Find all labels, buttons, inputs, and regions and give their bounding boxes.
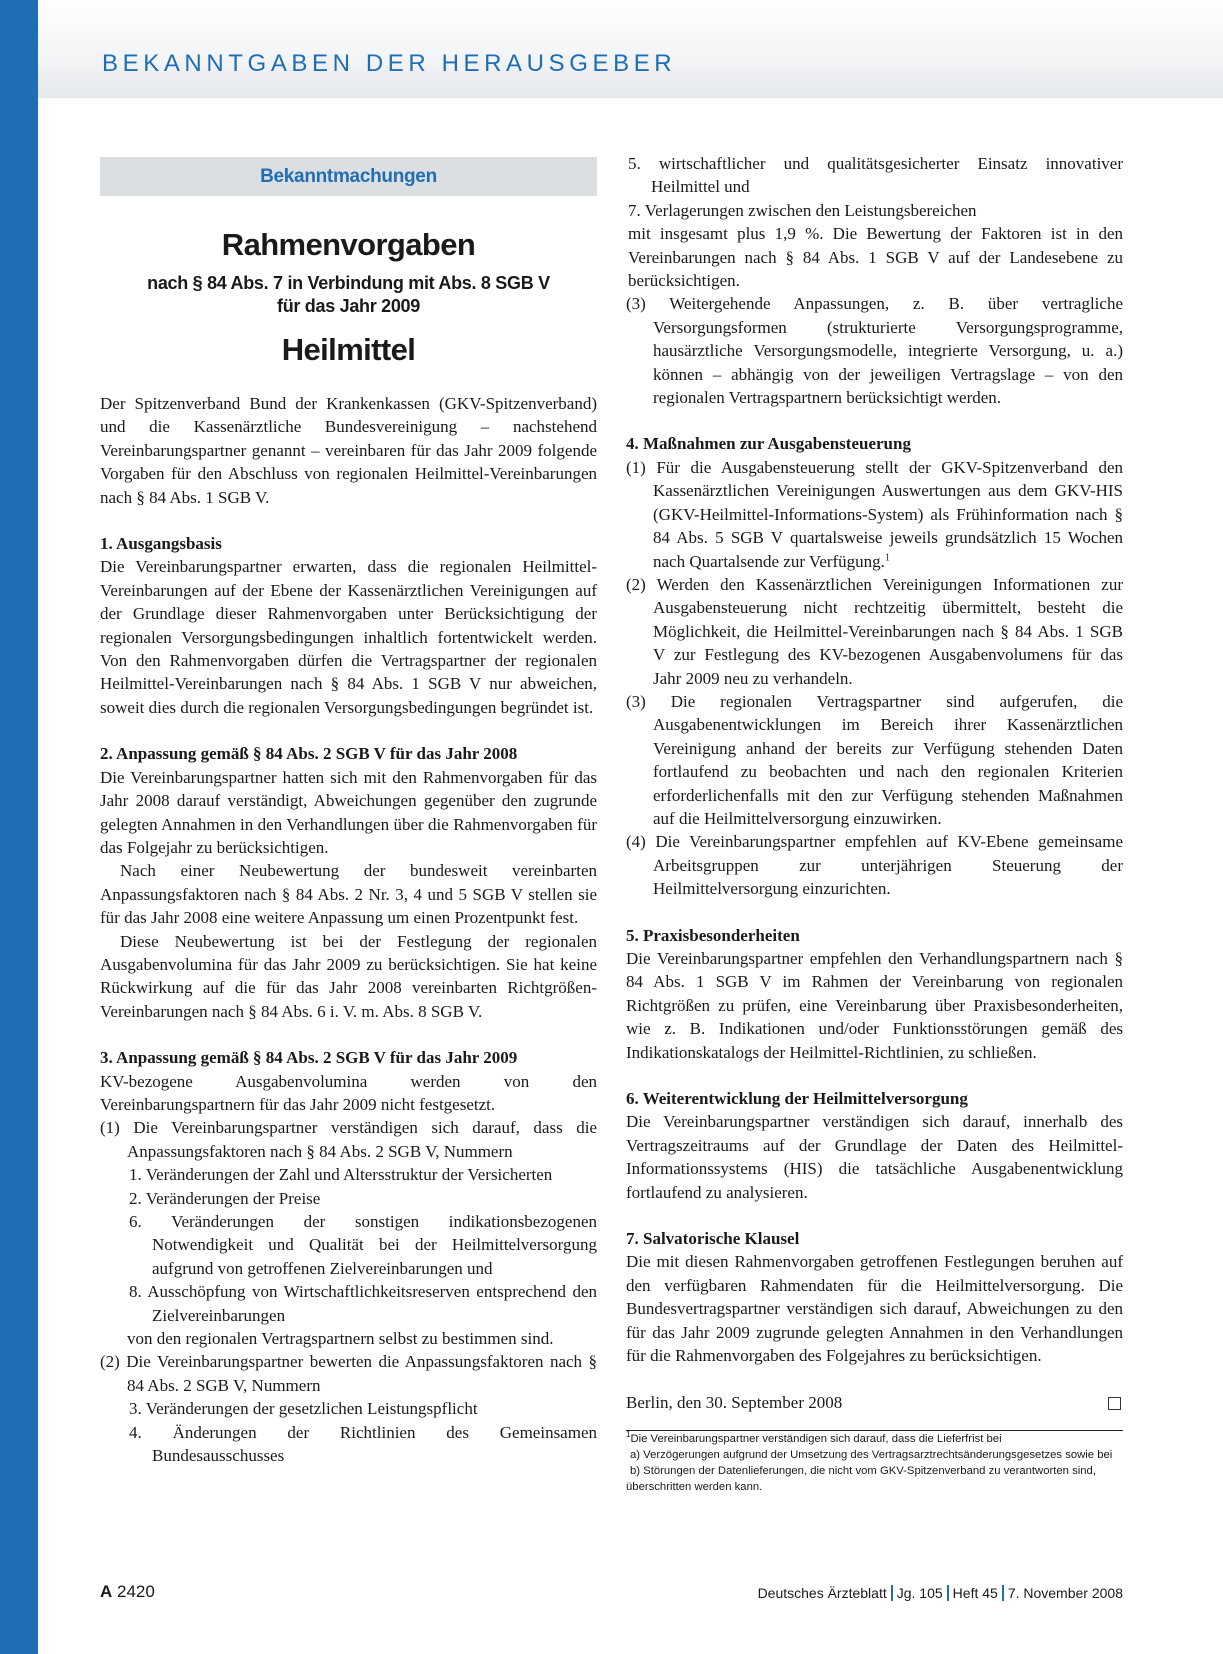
footer-divider: [1002, 1585, 1004, 1601]
section-3-item-2-sub: 3. Veränderungen der gesetzlichen Leistungspflicht: [129, 1399, 478, 1419]
section-1: [100, 532, 597, 719]
section-2-paragraph-1: Die Vereinbarungspartner hatten sich mit den Rahmenvorgaben für das Jahr 2008 darauf verständigt, Abweichungen gegenüber den zugrunde gelegten Annahmen in den Verhandlungen über die Rahmenvorgaben für das Folgejahr zu berücksichtigen.: [100, 767, 597, 857]
section-4: [626, 432, 1123, 900]
title-main: Rahmenvorgaben: [221, 227, 476, 262]
section-2-paragraph-3: Diese Neubewertung ist bei der Festlegung der regionalen Ausgabenvolumina für das Jahr 2009 zu berücksichtigen. Sie hat keine Rückwirkung auf die für das Jahr 2008 vereinbarten Richtgrößen-Vereinbarungen nach § 84 Abs. 6 i. V. m. Abs. 8 SGB V.: [100, 931, 597, 1021]
footnote-line-2: a) Verzögerungen aufgrund der Umsetzung des Vertragsarztrechtsänderungsgesetzes sowie bei: [630, 1448, 1113, 1461]
section-7: [626, 1227, 1123, 1367]
footnote-text: Die Vereinbarungspartner verständigen sich darauf, dass die Lieferfrist bei: [630, 1432, 1002, 1445]
section-3-item-2-sub: 5. wirtschaftlicher und qualitätsgesicherter Einsatz innovativer Heilmittel und: [628, 154, 1123, 197]
section-2: [100, 742, 597, 1023]
page-number-value: 2420: [117, 1582, 155, 1601]
right-column: [626, 152, 1123, 1495]
journal-date: 7. November 2008: [1007, 1585, 1123, 1601]
section-4-item-4: (4) Die Vereinbarungspartner empfehlen auf KV-Ebene gemeinsame Arbeitsgruppen zur unterjährigen Steuerung der Heilmittelversorgung einzurichten.: [626, 832, 1123, 899]
section-6-paragraph: Die Vereinbarungspartner verständigen sich darauf, innerhalb des Vertragszeitraums auf der Grundlage der Daten des Heilmittel-Informationssystems (HIS) die tatsächliche Ausgabenentwicklung fortlaufend zu analysieren.: [626, 1112, 1123, 1202]
section-3-item-2-tail: mit insgesamt plus 1,9 %. Die Bewertung der Faktoren ist in den Vereinbarungen nach § 84 Abs. 1 SGB V auf der Landesebene zu berücksichtigen.: [628, 224, 1123, 291]
signoff: [626, 1391, 1123, 1414]
category-bar: Bekanntmachungen: [100, 157, 597, 196]
section-1-paragraph: Die Vereinbarungspartner erwarten, dass die regionalen Heilmittel-Vereinbarungen auf der Ebene der Kassenärztlichen Vereinigungen auf der Grundlage dieser Rahmenvorgaben unter Berücksichtigung der regionalen Versorgungsbedingungen inhaltlich fortentwickelt werden. Von den Rahmenvorgaben dürfen die Vertragspartner der regionalen Heilmittel-Vereinbarungen nach § 84 Abs. 1 SGB V nur abweichen, soweit dies durch die regionalen Versorgungsbedingungen begründet ist.: [100, 557, 597, 717]
title-subtitle-2: für das Jahr 2009: [277, 296, 420, 316]
journal-issue: Heft 45: [952, 1585, 998, 1601]
section-7-heading: 7. Salvatorische Klausel: [626, 1229, 800, 1249]
section-4-item-2: (2) Werden den Kassenärztlichen Vereinigungen Informationen zur Ausgabensteuerung nicht rechtzeitig übermittelt, besteht die Möglichkeit, die Heilmittel-Vereinbarungen nach § 84 Abs. 1 SGB V zur Festlegung des KV-bezogenen Ausgabenvolumens für das Jahr 2009 neu zu verhandeln.: [626, 574, 1123, 688]
section-4-item-1: [626, 456, 1123, 573]
section-4-item-3: (3) Die regionalen Vertragspartner sind aufgerufen, die Ausgabenentwicklungen im Bereich ihrer Kassenärztlichen Vereinigung anhand der bereits zur Verfügung stehenden Daten fortlaufend zu beobachten und nach den regionalen Kriterien erforderlichenfalls mit den zur Verfügung stehenden Maßnahmen auf die Heilmittelversorgung einzuwirken.: [626, 691, 1123, 828]
section-3-item-1-sub: 6. Veränderungen der sonstigen indikationsbezogenen Notwendigkeit und Qualität bei der Heilmittelversorgung aufgrund von getroffenen Zielvereinbarungen und: [129, 1212, 597, 1278]
left-accent-bar: [0, 0, 38, 1654]
footnote-line-4: überschritten werden kann.: [626, 1480, 763, 1493]
section-3-paragraph: KV-bezogene Ausgabenvolumina werden von den Vereinbarungspartnern für das Jahr 2009 nicht festgesetzt.: [100, 1071, 597, 1114]
section-2-paragraph-2: Nach einer Neubewertung der bundesweit vereinbarten Anpassungsfaktoren nach § 84 Abs. 2 Nr. 3, 4 und 5 SGB V stellen sie für das Jahr 2008 eine weitere Anpassung um einen Prozentpunkt fest.: [100, 861, 597, 928]
left-column: [100, 150, 597, 1467]
footer-divider: [891, 1585, 893, 1601]
footer-divider: [947, 1585, 949, 1601]
section-3-item-1-sub: 2. Veränderungen der Preise: [129, 1188, 321, 1208]
page-prefix: A: [100, 1582, 113, 1601]
section-3-item-1: (1) Die Vereinbarungspartner verständigen sich darauf, dass die Anpassungsfaktoren nach § 84 Abs. 2 SGB V, Nummern: [100, 1118, 597, 1161]
section-3-item-1-tail: von den regionalen Vertragspartnern selbst zu bestimmen sind.: [127, 1329, 554, 1349]
title-block: [100, 226, 597, 369]
section-4-heading: 4. Maßnahmen zur Ausgabensteuerung: [626, 434, 911, 454]
running-head: BEKANNTGABEN DER HERAUSGEBER: [102, 50, 677, 77]
section-3: [100, 1046, 597, 1467]
section-2-heading: 2. Anpassung gemäß § 84 Abs. 2 SGB V für das Jahr 2008: [100, 744, 518, 764]
section-7-paragraph: Die mit diesen Rahmenvorgaben getroffenen Festlegungen beruhen auf den verfügbaren Rahmendaten für die Heilmittelversorgung. Die Bundesvertragspartner verständigen sich darauf, Abweichungen zu den für das Jahr 2009 zugrunde gelegten Annahmen in den Verhandlungen für die Rahmenvorgaben des Folgejahres zu berücksichtigen.: [626, 1252, 1123, 1366]
section-3-item-2: (2) Die Vereinbarungspartner bewerten die Anpassungsfaktoren nach § 84 Abs. 2 SGB V, Nummern: [100, 1352, 597, 1395]
journal-volume: Jg. 105: [896, 1585, 943, 1601]
intro-paragraph: Der Spitzenverband Bund der Krankenkassen (GKV-Spitzenverband) und die Kassenärztliche Bundesvereinigung – nachstehend Vereinbarungspartner genannt – vereinbaren für das Jahr 2009 folgende Vorgaben für den Abschluss von regionalen Heilmittel-Vereinbarungen nach § 84 Abs. 1 SGB V.: [100, 394, 597, 507]
section-5-heading: 5. Praxisbesonderheiten: [626, 925, 800, 945]
end-of-article-box-icon: [1108, 1397, 1121, 1410]
section-3-item-1-sub: 8. Ausschöpfung von Wirtschaftlichkeitsreserven entsprechend den Zielvereinbarungen: [129, 1282, 597, 1325]
page-number: [100, 1582, 155, 1602]
section-3-item-2-sub: 4. Änderungen der Richtlinien des Gemeinsamen Bundesausschusses: [129, 1422, 597, 1466]
section-3-item-3: (3) Weitergehende Anpassungen, z. B. über vertragliche Versorgungsformen (strukturierte Versorgungsprogramme, hausärztliche Versorgungsmodelle, integrierte Versorgung, u. a.) können – abhängig von der jeweiligen Vertragslage – von den regionalen Vertragspartnern berücksichtigt werden.: [626, 294, 1123, 408]
footnote: [626, 1431, 1123, 1495]
footnote-line-3: b) Störungen der Datenlieferungen, die nicht vom GKV-Spitzenverband zu verantworten sind,: [630, 1464, 1096, 1477]
journal-name: Deutsches Ärzteblatt: [757, 1585, 887, 1601]
signoff-place-date: Berlin, den 30. September 2008: [626, 1392, 843, 1412]
section-4-item-1-text: (1) Für die Ausgabensteuerung stellt der GKV-Spitzenverband den Kassenärztlichen Vereinigungen Auswertungen aus dem GKV-HIS (GKV-Heilmittel-Informations-System) als Frühinformation nach § 84 Abs. 5 SGB V quartalsweise jeweils grundsätzlich 15 Wochen nach Quartalsende zur Verfügung.: [626, 457, 1123, 571]
section-1-heading: 1. Ausgangsbasis: [100, 534, 222, 554]
section-6: [626, 1087, 1123, 1204]
title-topic: Heilmittel: [281, 332, 416, 367]
section-3-item-1-sub: 1. Veränderungen der Zahl und Altersstruktur der Versicherten: [129, 1165, 553, 1185]
footnote-ref: 1: [884, 551, 890, 563]
title-subtitle-1: nach § 84 Abs. 7 in Verbindung mit Abs. 8 SGB V: [147, 273, 550, 293]
section-3-heading: 3. Anpassung gemäß § 84 Abs. 2 SGB V für das Jahr 2009: [100, 1048, 518, 1068]
section-3-item-2-sub: 7. Verlagerungen zwischen den Leistungsbereichen: [628, 200, 977, 220]
section-5-paragraph: Die Vereinbarungspartner empfehlen den Verhandlungspartnern nach § 84 Abs. 1 SGB V im Rahmen der Vereinbarung von regionalen Richtgrößen zu prüfen, eine Vereinbarung über Praxisbesonderheiten, wie z. B. Indikationen und/oder Funktionsstörungen gemäß des Indikationskatalogs der Heilmittel-Richtlinien, zu schließen.: [626, 949, 1123, 1062]
footnote-marker: 1: [626, 1430, 631, 1440]
section-6-heading: 6. Weiterentwicklung der Heilmittelversorgung: [626, 1089, 968, 1109]
header-band: [38, 0, 1223, 98]
footnote-line-1: [626, 1431, 1123, 1447]
section-5: [626, 924, 1123, 1064]
journal-footer: [758, 1585, 1123, 1601]
